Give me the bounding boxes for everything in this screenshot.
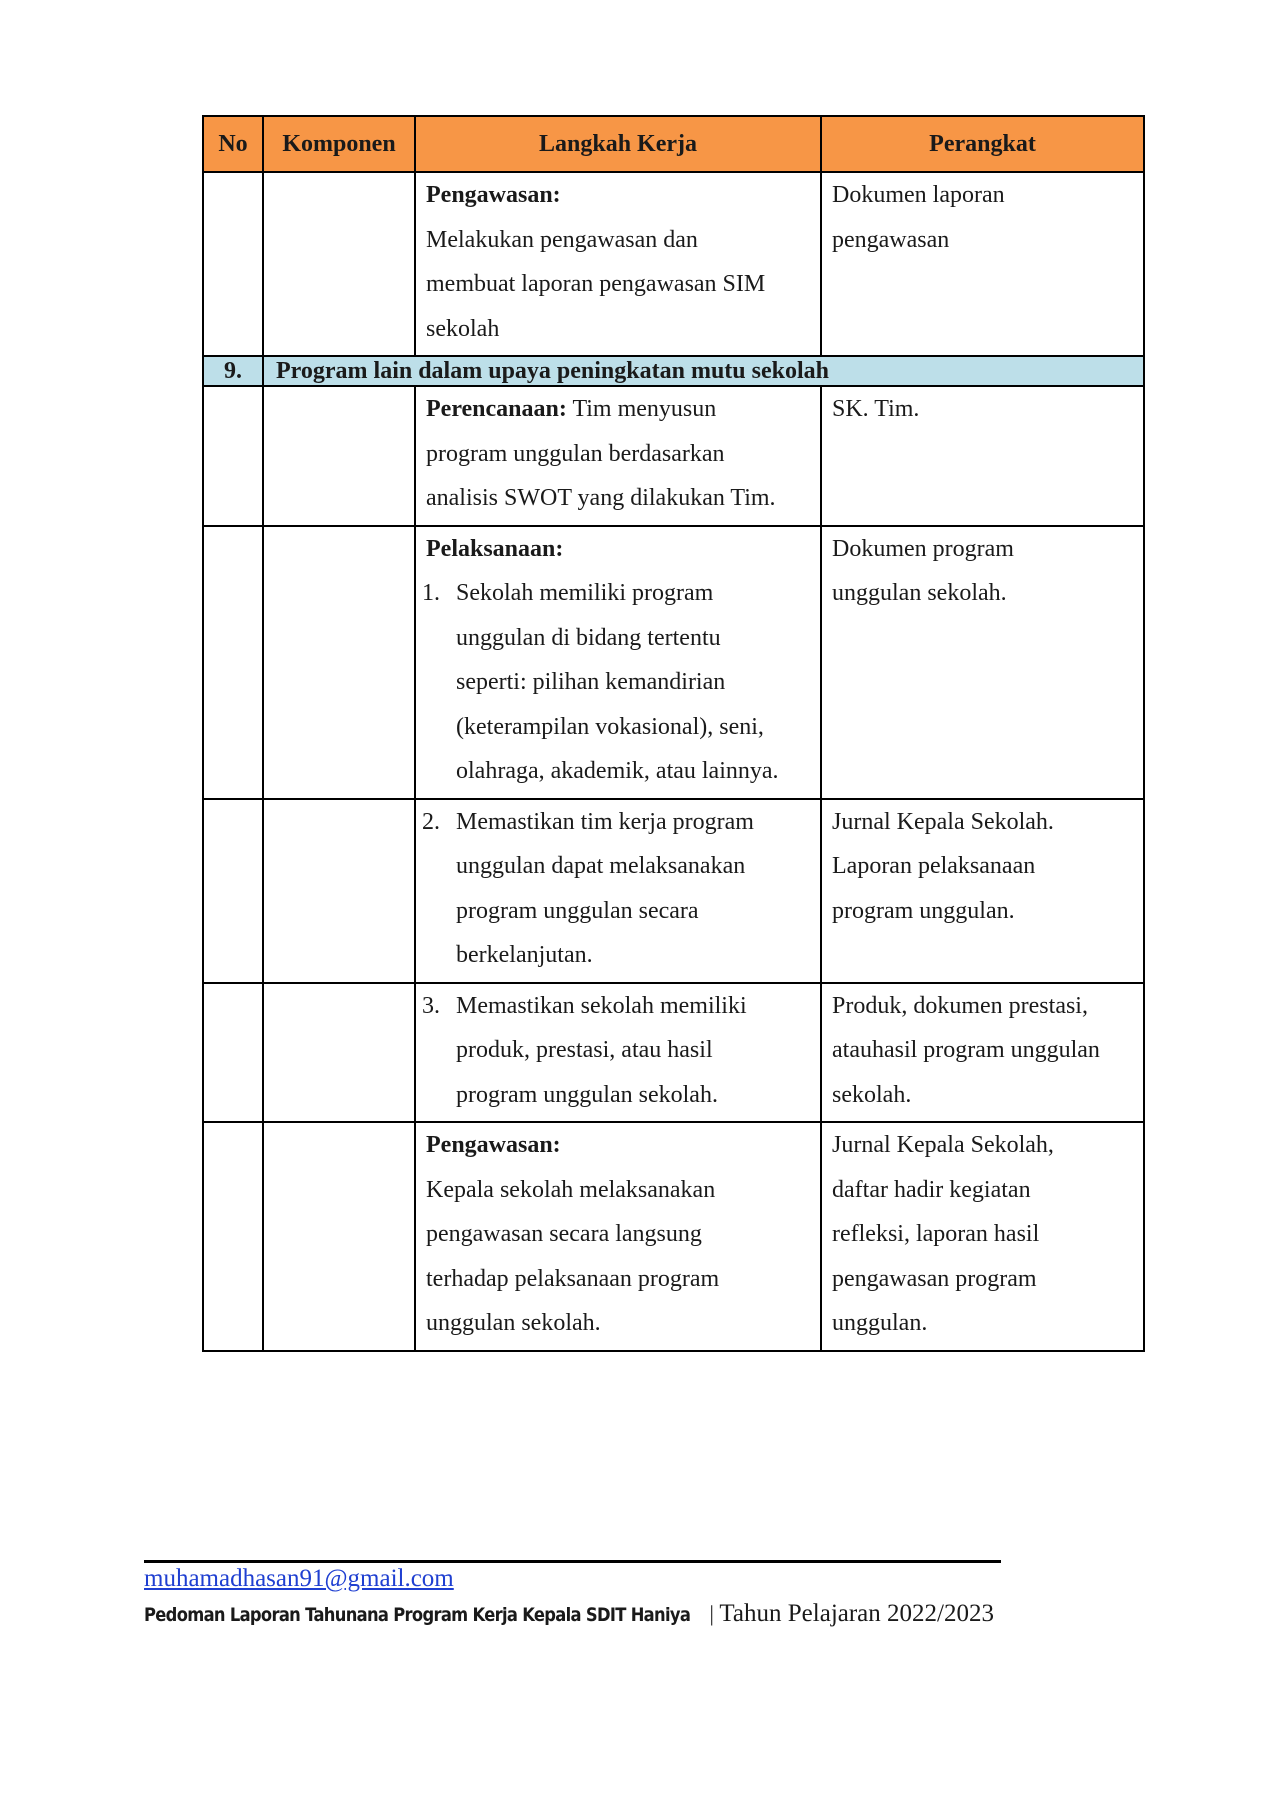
cell-perangkat	[821, 983, 1144, 1123]
footer-guide-title: Pedoman Laporan Tahunana Program Kerja Kepala SDIT Haniya	[144, 1604, 691, 1626]
tool-line: program unggulan.	[832, 897, 1015, 924]
cell-perangkat	[821, 799, 1144, 983]
list-number: 3.	[422, 992, 440, 1019]
table-row	[203, 526, 1144, 799]
table-row	[203, 983, 1144, 1123]
section-title: Program lain dalam upaya peningkatan mutu sekolah	[263, 356, 1144, 386]
header-perangkat: Perangkat	[821, 116, 1144, 172]
cell-langkah-kerja	[415, 172, 821, 356]
table-row	[203, 799, 1144, 983]
tool-line: Jurnal Kepala Sekolah.	[832, 808, 1054, 835]
cell-langkah-kerja	[415, 799, 821, 983]
cell-perangkat	[821, 1122, 1144, 1351]
tool-line: Laporan pelaksanaan	[832, 853, 1036, 879]
step-line: (keterampilan vokasional), seni,	[456, 713, 764, 740]
step-line: unggulan sekolah.	[426, 1310, 601, 1336]
footer-separator: |	[704, 1601, 720, 1626]
tool-line: Dokumen laporan	[832, 182, 1005, 208]
header-komponen: Komponen	[263, 116, 415, 172]
cell-langkah-kerja	[415, 526, 821, 799]
step-line: Melakukan pengawasan dan	[426, 226, 698, 253]
table-row	[203, 172, 1144, 356]
cell-no	[203, 983, 263, 1123]
step-line: olahraga, akademik, atau lainnya.	[456, 758, 779, 784]
cell-langkah-kerja	[415, 983, 821, 1123]
footer-divider	[144, 1560, 1001, 1563]
tool-line: refleksi, laporan hasil	[832, 1221, 1040, 1247]
cell-langkah-kerja	[415, 1122, 821, 1351]
step-line: Memastikan sekolah memiliki	[456, 992, 747, 1019]
cell-perangkat	[821, 386, 1144, 526]
section-number: 9.	[203, 356, 263, 386]
tool-line: Dokumen program	[832, 535, 1014, 562]
table-header-row	[203, 116, 1144, 172]
cell-komponen	[263, 799, 415, 983]
step-line: Kepala sekolah melaksanakan	[426, 1176, 716, 1203]
list-number: 2.	[422, 808, 440, 835]
cell-no	[203, 386, 263, 526]
step-line: produk, prestasi, atau hasil	[456, 1037, 713, 1063]
cell-komponen	[263, 526, 415, 799]
tool-line: Jurnal Kepala Sekolah,	[832, 1132, 1054, 1158]
step-line: berkelanjutan.	[456, 942, 593, 968]
step-line: terhadap pelaksanaan program	[426, 1265, 720, 1292]
tool-line: Produk, dokumen prestasi,	[832, 992, 1088, 1019]
tool-line: pengawasan program	[832, 1265, 1037, 1292]
tool-line: unggulan sekolah.	[832, 580, 1007, 606]
step-heading: Pelaksanaan:	[426, 535, 564, 562]
tool-line: atauhasil program unggulan	[832, 1037, 1100, 1063]
step-line: program unggulan sekolah.	[456, 1081, 718, 1108]
tool-line: SK. Tim.	[832, 396, 920, 422]
cell-perangkat	[821, 526, 1144, 799]
step-line: unggulan di bidang tertentu	[456, 624, 721, 651]
step-line: Memastikan tim kerja program	[456, 808, 754, 835]
step-line: unggulan dapat melaksanakan	[456, 853, 746, 879]
footer-email-link[interactable]: muhamadhasan91@gmail.com	[144, 1565, 454, 1592]
program-table	[202, 115, 1145, 1352]
table-row	[203, 1122, 1144, 1351]
tool-line: daftar hadir kegiatan	[832, 1176, 1031, 1203]
cell-no	[203, 526, 263, 799]
step-line: program unggulan berdasarkan	[426, 440, 725, 467]
step-heading: Perencanaan:	[426, 396, 567, 422]
cell-no	[203, 799, 263, 983]
header-langkah-kerja: Langkah Kerja	[415, 116, 821, 172]
step-line: sekolah	[426, 315, 500, 342]
cell-komponen	[263, 386, 415, 526]
step-line: Tim menyusun	[566, 396, 717, 422]
step-line: analisis SWOT yang dilakukan Tim.	[426, 485, 776, 511]
step-line: seperti: pilihan kemandirian	[456, 669, 726, 695]
section-row	[203, 356, 1144, 386]
cell-no	[203, 172, 263, 356]
table-row	[203, 386, 1144, 526]
tool-line: pengawasan	[832, 226, 950, 253]
step-line: Sekolah memiliki program	[456, 580, 714, 606]
cell-no	[203, 1122, 263, 1351]
cell-komponen	[263, 1122, 415, 1351]
cell-komponen	[263, 172, 415, 356]
list-item	[422, 800, 810, 978]
step-line: pengawasan secara langsung	[426, 1221, 702, 1247]
header-no: No	[203, 116, 263, 172]
tool-line: unggulan.	[832, 1310, 928, 1336]
step-heading: Pengawasan:	[426, 1132, 561, 1158]
step-heading: Pengawasan:	[426, 182, 561, 208]
footer-caption	[144, 1600, 994, 1628]
list-item	[422, 571, 810, 794]
cell-komponen	[263, 983, 415, 1123]
tool-line: sekolah.	[832, 1081, 912, 1108]
footer-year: Tahun Pelajaran 2022/2023	[719, 1600, 994, 1627]
list-number: 1.	[422, 580, 440, 606]
list-item	[422, 984, 810, 1118]
step-line: program unggulan secara	[456, 897, 699, 924]
step-line: membuat laporan pengawasan SIM	[426, 271, 766, 297]
cell-langkah-kerja	[415, 386, 821, 526]
cell-perangkat	[821, 172, 1144, 356]
